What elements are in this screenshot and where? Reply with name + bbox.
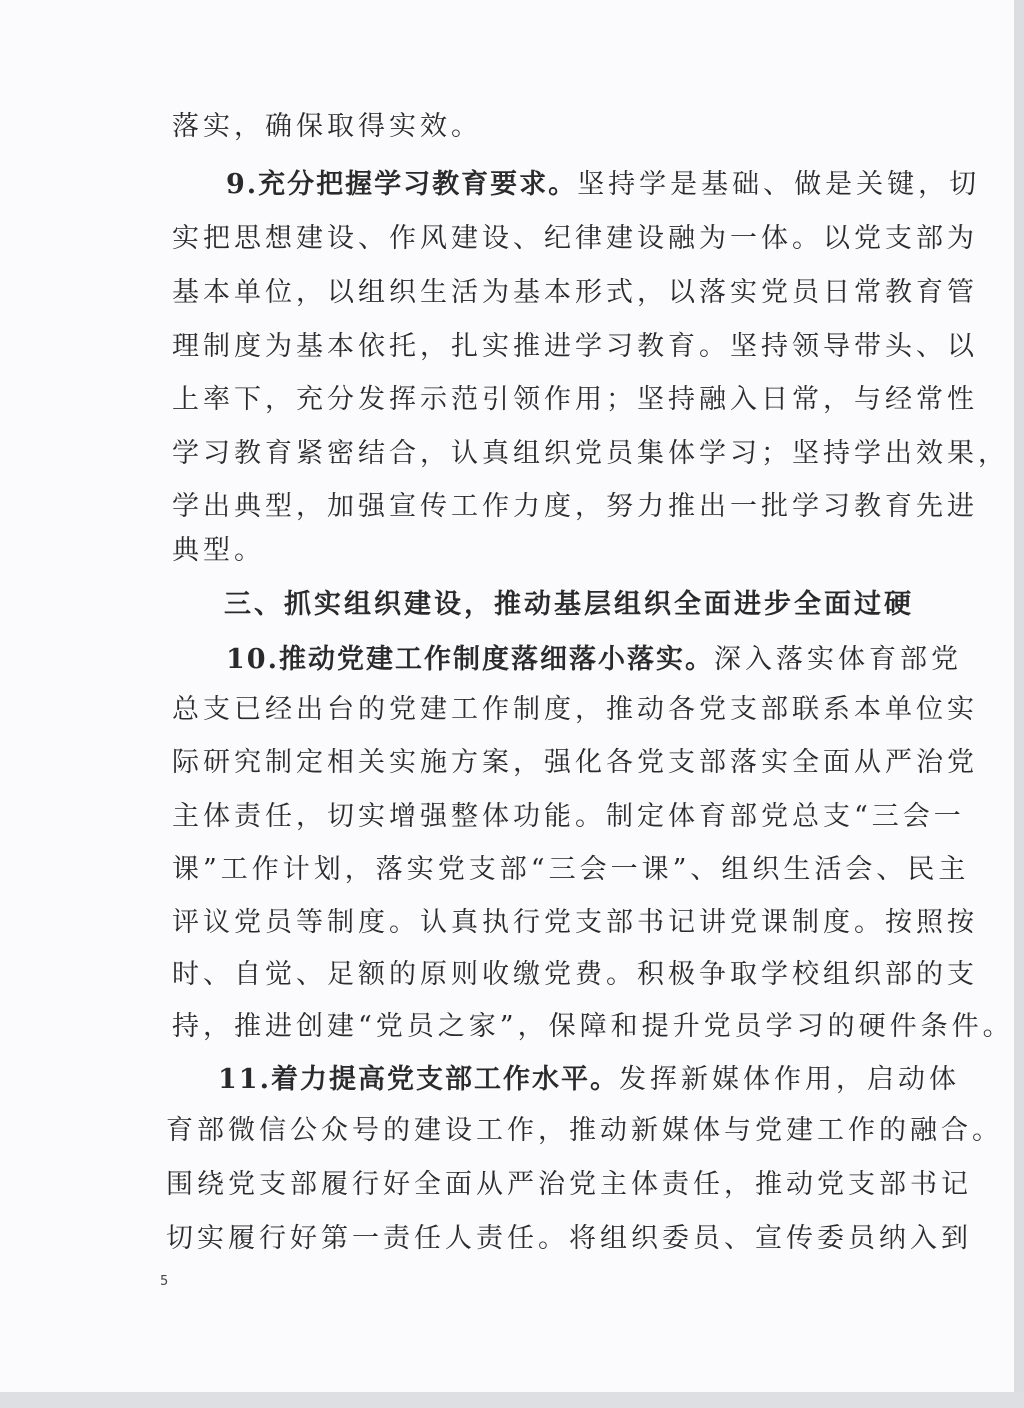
scan-bottom-edge: [0, 1392, 1024, 1408]
text-line-23: 围绕党支部履行好全面从严治党主体责任，推动党支部书记: [166, 1169, 972, 1200]
text-line-22: 育部微信公众号的建设工作，推动新媒体与党建工作的融合。: [166, 1115, 1003, 1146]
text-line-15: 主体责任，切实增强整体功能。制定体育部党总支“三会一: [172, 801, 965, 832]
text-line-9: 典型。: [172, 535, 265, 566]
item-10-title: 10.推动党建工作制度落细落小落实。: [226, 644, 714, 675]
item-10-text: 深入落实体育部党: [713, 644, 962, 675]
text-line-4: 基本单位，以组织生活为基本形式，以落实党员日常教育管: [172, 277, 978, 308]
text-line-19: 持，推进创建“党员之家”，保障和提升党员学习的硬件条件。: [172, 1011, 1014, 1042]
text-line-8: 学出典型，加强宣传工作力度，努力推出一批学习教育先进: [172, 491, 978, 522]
text-line-17: 评议党员等制度。认真执行党支部书记讲党课制度。按照按: [172, 907, 978, 938]
item-10-line: [226, 643, 962, 677]
text-line-6: 上率下，充分发挥示范引领作用；坚持融入日常，与经常性: [172, 384, 978, 415]
text-line-14: 际研究制定相关实施方案，强化各党支部落实全面从严治党: [172, 747, 978, 778]
text-line-16: 课”工作计划，落实党支部“三会一课”、组织生活会、民主: [172, 854, 970, 885]
page-number: 5: [160, 1274, 169, 1289]
text-line-13: 总支已经出台的党建工作制度，推动各党支部联系本单位实: [172, 694, 978, 725]
item-9-text: 坚持学是基础、做是关键，切: [577, 169, 981, 200]
item-9-title: 9.充分把握学习教育要求。: [226, 169, 578, 200]
text-line-18: 时、自觉、足额的原则收缴党费。积极争取学校组织部的支: [172, 959, 978, 990]
scan-right-edge: [1014, 0, 1024, 1408]
text-line-7: 学习教育紧密结合，认真组织党员集体学习；坚持学出效果，: [172, 438, 1009, 469]
section-heading: 三、抓实组织建设，推动基层组织全面进步全面过硬: [224, 589, 914, 620]
item-11-line: [218, 1063, 960, 1097]
item-11-text: 发挥新媒体作用，启动体: [618, 1064, 960, 1095]
text-line-1: 落实，确保取得实效。: [172, 111, 482, 142]
text-line-5: 理制度为基本依托，扎实推进学习教育。坚持领导带头、以: [172, 331, 978, 362]
text-line-24: 切实履行好第一责任人责任。将组织委员、宣传委员纳入到: [166, 1223, 972, 1254]
item-11-title: 11.着力提高党支部工作水平。: [218, 1064, 619, 1095]
text-line-3: 实把思想建设、作风建设、纪律建设融为一体。以党支部为: [172, 223, 978, 254]
item-9-line: [226, 168, 980, 202]
